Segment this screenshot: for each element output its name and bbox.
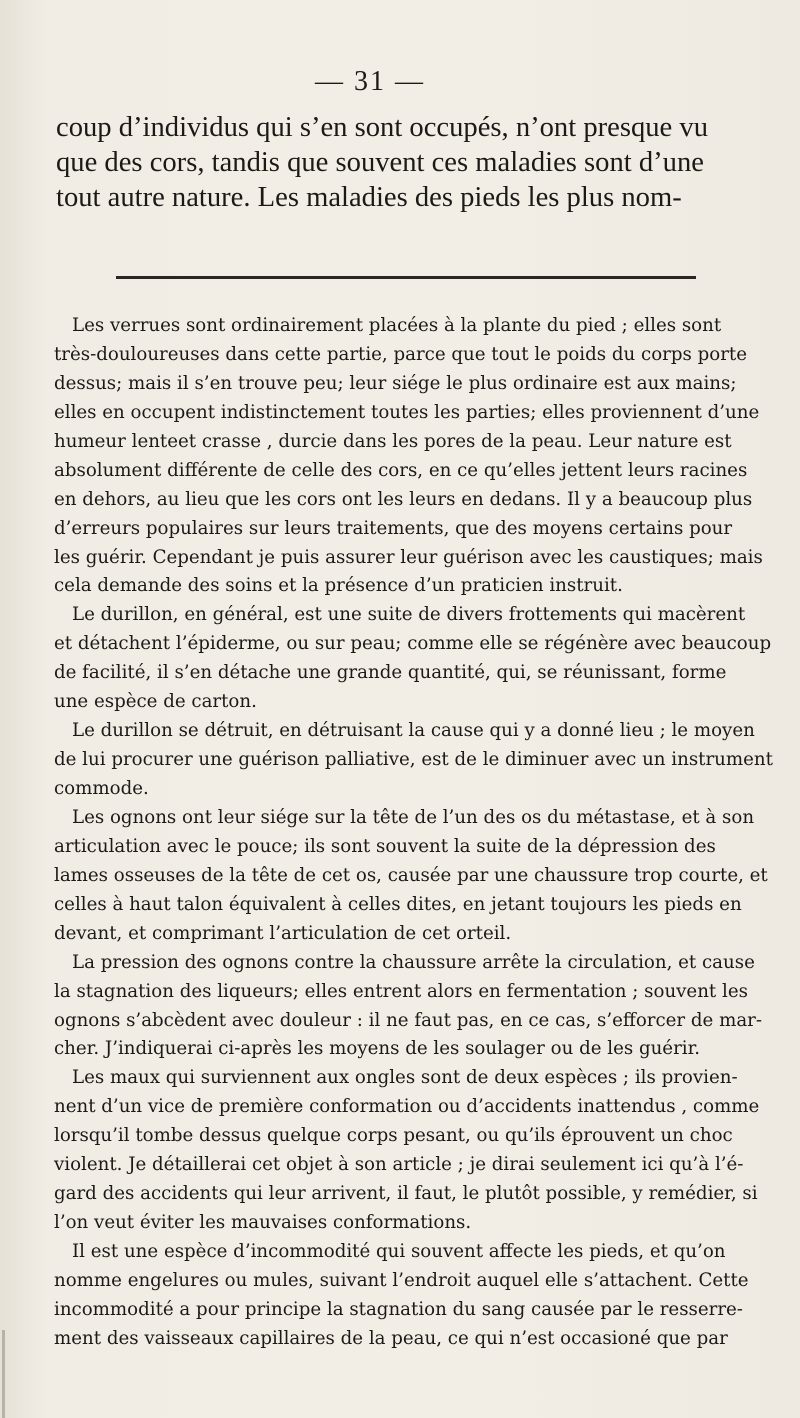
footnote-line: très-douloureuses dans cette partie, parce que tout le poids du corps porte: [54, 343, 747, 365]
footnote-line: d’erreurs populaires sur leurs traitements, que des moyens certains pour: [54, 517, 733, 539]
main-text-line: tout autre nature. Les maladies des pieds les plus nom-: [56, 182, 682, 213]
footnote-line: Les verrues sont ordinairement placées à la plante du pied ; elles sont: [72, 315, 722, 336]
footnote-line: de lui procurer une guérison palliative, est de le diminuer avec un instrument: [54, 749, 773, 771]
footnote-line: lames osseuses de la tête de cet os, causée par une chaussure trop courte, et: [54, 864, 768, 886]
footnote-line: nent d’un vice de première conformation ou d’accidents inattendus , comme: [54, 1096, 760, 1118]
footnote-line: incommodité a pour principe la stagnation du sang causée par le resserre-: [54, 1298, 743, 1320]
footnote-line: devant, et comprimant l’articulation de cet orteil.: [54, 922, 512, 944]
footnote-line: La pression des ognons contre la chaussure arrête la circulation, et cause: [72, 951, 755, 973]
footnote-line: humeur lenteet crasse , durcie dans les pores de la peau. Leur nature est: [54, 430, 732, 452]
footnote-separator-rule: [116, 276, 696, 279]
footnote-line: les guérir. Cependant je puis assurer leur guérison avec les caustiques; mais: [54, 546, 763, 568]
footnote-line: celles à haut talon équivalent à celles dites, en jetant toujours les pieds en: [54, 893, 742, 915]
footnote-block: [54, 312, 773, 1354]
footnote-line: Les ognons ont leur siége sur la tête de l’un des os du métastase, et à son: [72, 806, 755, 828]
footnote-line: l’on veut éviter les mauvaises conformations.: [54, 1212, 472, 1234]
footnote-line: et détachent l’épiderme, ou sur peau; comme elle se régénère avec beaucoup: [54, 633, 772, 655]
footnote-line: nomme engelures ou mules, suivant l’endroit auquel elle s’attachent. Cette: [54, 1269, 749, 1291]
footnote-line: en dehors, au lieu que les cors ont les leurs en dedans. Il y a beaucoup plus: [54, 488, 753, 510]
footnote-line: de facilité, il s’en détache une grande quantité, qui, se réunissant, forme: [54, 662, 727, 684]
page-number: — 31 —: [315, 66, 425, 97]
main-text-line: que des cors, tandis que souvent ces maladies sont d’une: [56, 147, 704, 178]
footnote-line: Il est une espèce d’incommodité qui souvent affecte les pieds, et qu’on: [72, 1241, 726, 1262]
main-text-line: coup d’individus qui s’en sont occupés, n’ont presque vu: [56, 112, 708, 143]
footnote-line: une espèce de carton.: [54, 691, 257, 713]
footnote-line: Le durillon, en général, est une suite de divers frottements qui macèrent: [72, 604, 746, 626]
footnote-line: la stagnation des liqueurs; elles entrent alors en fermentation ; souvent les: [54, 980, 748, 1002]
footnote-line: elles en occupent indistinctement toutes les parties; elles proviennent d’une: [54, 401, 760, 423]
footnote-line: ognons s’abcèdent avec douleur : il ne faut pas, en ce cas, s’efforcer de mar-: [54, 1009, 763, 1031]
footnote-line: lorsqu’il tombe dessus quelque corps pesant, ou qu’ils éprouvent un choc: [54, 1125, 733, 1147]
footnote-line: cher. J’indiquerai ci-après les moyens de les soulager ou de les guérir.: [54, 1038, 701, 1060]
footnote-line: cela demande des soins et la présence d’un praticien instruit.: [54, 575, 623, 597]
footnote-line: gard des accidents qui leur arrivent, il faut, le plutôt possible, y remédier, si: [54, 1183, 758, 1205]
footnote-line: Les maux qui surviennent aux ongles sont de deux espèces ; ils provien-: [72, 1067, 738, 1089]
page-edge-mark: [2, 1330, 5, 1418]
footnote-line: articulation avec le pouce; ils sont souvent la suite de la dépression des: [54, 835, 716, 857]
footnote-line: violent. Je détaillerai cet objet à son article ; je dirai seulement ici qu’à l’é-: [54, 1154, 744, 1176]
footnote-line: ment des vaisseaux capillaires de la peau, ce qui n’est occasioné que par: [54, 1327, 728, 1349]
footnote-line: Le durillon se détruit, en détruisant la cause qui y a donné lieu ; le moyen: [72, 720, 755, 742]
main-text: [56, 110, 708, 215]
footnote-line: dessus; mais il s’en trouve peu; leur siége le plus ordinaire est aux mains;: [54, 372, 737, 394]
footnote-line: absolument différente de celle des cors, en ce qu’elles jettent leurs racines: [54, 459, 748, 481]
footnote-line: commode.: [54, 778, 149, 799]
